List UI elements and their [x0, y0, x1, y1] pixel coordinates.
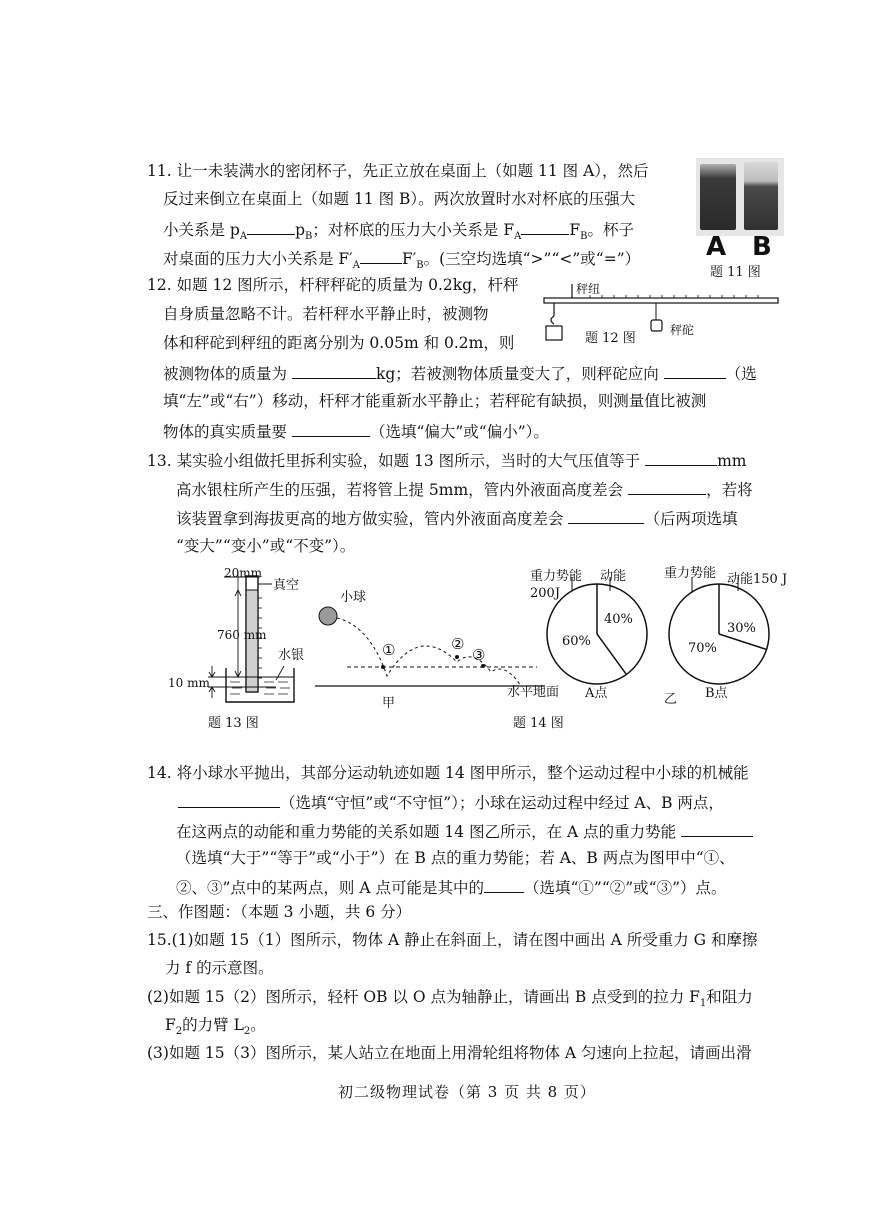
label-20mm: 20mm	[224, 566, 263, 580]
q14-blank-3[interactable]	[484, 877, 524, 893]
q12-text: 被测物体的质量为	[163, 365, 292, 383]
q15-2-text: 和阻力	[706, 988, 753, 1006]
q11-blank-3[interactable]	[360, 248, 402, 264]
page-footer: 初二级物理试卷（第 3 页 共 8 页）	[338, 1083, 596, 1101]
label-760mm: 760 mm	[217, 628, 267, 642]
q11-text: ；对杯底的压力大小关系是 F	[312, 221, 515, 239]
pie-a-ke-label: 动能	[600, 569, 627, 584]
q14-text: （选填“守恒”或“不守恒”）；小球在运动过程中经过 A、B 两点，	[280, 794, 724, 812]
q12-blank-3[interactable]	[292, 421, 370, 437]
q14-caption: 题 14 图	[513, 716, 564, 731]
q11-photo	[696, 158, 784, 236]
q14-line-1: 14. 将小球水平抛出，其部分运动轨迹如题 14 图甲所示，整个运动过程中小球的机械能	[147, 764, 749, 782]
q11-sub: B	[580, 231, 588, 243]
q14-text: 在这两点的动能和重力势能的关系如题 14 图乙所示，在 A 点的重力势能	[176, 823, 682, 841]
q11-line-1: 11. 让一未装满水的密闭杯子，先正立放在桌面上（如题 11 图 A），然后	[147, 162, 649, 180]
q14-blank-1[interactable]	[178, 792, 280, 808]
q13-text: mm	[717, 452, 747, 470]
label-point-3: ③	[472, 646, 486, 664]
section-3-title: 三、作图题：（本题 3 小题，共 6 分）	[147, 903, 412, 921]
pie-a-gp-value: 200J	[530, 586, 561, 601]
q15-2-sub: 1	[699, 998, 707, 1010]
q15-2-line-2	[165, 1016, 266, 1041]
q14-line-2	[178, 792, 724, 813]
label-jia: 甲	[382, 696, 396, 711]
measured-object	[546, 326, 562, 340]
label-vacuum: 真空	[273, 578, 300, 593]
q13-text: 13. 某实验小组做托里拆利实验，如题 13 图所示，当时的大气压值等于	[147, 452, 646, 470]
pie-chart-b	[664, 579, 774, 689]
q12-text: kg；若被测物体质量变大了，则秤砣应向	[375, 365, 664, 383]
photo-label-a: A	[706, 232, 727, 262]
label-point-2: ②	[451, 635, 465, 653]
trough-mercury	[230, 682, 290, 694]
steelyard-beam	[544, 298, 778, 303]
pie-b-point: B点	[705, 686, 728, 701]
cup-a	[700, 164, 736, 230]
point-1-dot	[381, 665, 385, 669]
q11-line-2: 反过来倒立在桌面上（如题 11 图 B）。两次放置时水对杯底的压强大	[163, 190, 636, 208]
weight	[651, 320, 662, 331]
cup-b	[744, 162, 778, 230]
label-10mm: 10 mm	[168, 676, 210, 690]
q11-caption: 题 11 图	[710, 265, 761, 280]
q11-sub: B	[416, 260, 424, 272]
label-weight: 秤砣	[670, 323, 695, 337]
q11-line-3	[163, 219, 634, 246]
point-3-dot	[481, 664, 485, 668]
label-point-1: ①	[382, 641, 396, 659]
q11-text: 小关系是 p	[163, 221, 240, 239]
q14-line-5	[176, 877, 727, 898]
q13-line-2	[176, 479, 753, 500]
label-ground: 水平地面	[507, 685, 560, 700]
q15-2-line-1	[147, 988, 753, 1013]
q12-text: （选填“偏大”或“偏小”）。	[369, 423, 549, 441]
q11-blank-2[interactable]	[521, 219, 569, 235]
label-yi: 乙	[664, 692, 678, 707]
q15-2-text: (2)如题 15（2）图所示，轻杆 OB 以 O 点为轴静止，请画出 B 点受到的拉力 F	[147, 988, 700, 1006]
pie-b-gp-label: 重力势能	[664, 566, 717, 581]
q13-line-1	[147, 450, 747, 471]
q11-sub: A	[514, 231, 522, 243]
q15-2-sub: 2	[175, 1026, 183, 1038]
q12-text: （选	[725, 365, 757, 383]
q11-line-4	[163, 248, 640, 275]
q12-text: 物体的真实质量要	[163, 423, 292, 441]
q12-line-3: 体和秤砣到秤纽的距离分别为 0.05m 和 0.2m，则	[163, 334, 515, 352]
ball	[319, 607, 337, 625]
q11-sub: A	[352, 260, 360, 272]
q15-1-line-1: 15.(1)如题 15（1）图所示，物体 A 静止在斜面上，请在图中画出 A 所受重力 G 和摩擦	[147, 931, 758, 949]
q13-blank-1[interactable]	[645, 450, 717, 466]
q14-line-3	[176, 821, 753, 842]
pie-b-ke-percent: 30%	[727, 621, 756, 636]
pie-b-gp-percent: 70%	[688, 641, 717, 656]
pie-a-gp-percent: 60%	[562, 634, 591, 649]
label-mercury: 水银	[278, 648, 305, 663]
q13-blank-2[interactable]	[628, 479, 706, 495]
q13-text: 该装置拿到海拔更高的地方做实验，管内外液面高度差会	[176, 510, 569, 528]
q12-caption: 题 12 图	[585, 331, 636, 346]
q11-blank-1[interactable]	[247, 219, 295, 235]
mercury-pointer	[276, 666, 284, 680]
q11-sub: B	[305, 231, 313, 243]
q12-line-4	[163, 363, 757, 384]
q12-line-6	[163, 421, 549, 442]
q13-blank-3[interactable]	[568, 508, 644, 524]
label-ball: 小球	[340, 590, 367, 605]
q14-blank-2[interactable]	[681, 821, 753, 837]
photo-label-b: B	[752, 232, 772, 262]
q15-1-line-2: 力 f 的示意图。	[165, 959, 274, 977]
q12-line-1: 12. 如题 12 图所示，杆秤秤砣的质量为 0.2kg，杆秤	[147, 276, 519, 294]
q12-line-2: 自身质量忽略不计。若杆秤水平静止时，被测物	[163, 305, 489, 323]
q14-line-4: （选填“大于”“等于”或“小于”）在 B 点的重力势能；若 A、B 两点为图甲中“①、	[176, 849, 735, 867]
q12-line-5: 填“左”或“右”）移动，杆秤才能重新水平静止；若秤砣有缺损，则测量值比被测	[163, 392, 707, 410]
q15-2-sub: 2	[243, 1026, 251, 1038]
trajectory	[337, 618, 521, 686]
point-2-dot	[455, 655, 459, 659]
q15-2-text: 。	[250, 1016, 266, 1034]
q15-3-line-1: (3)如题 15（3）图所示，某人站立在地面上用滑轮组将物体 A 匀速向上拉起，请画出滑	[147, 1044, 752, 1062]
label-knob: 秤纽	[576, 282, 601, 296]
q13-caption: 题 13 图	[208, 716, 259, 731]
q14-text: ②、③”点中的某两点，则 A 点可能是其中的	[176, 879, 484, 897]
projectile-figure	[315, 590, 545, 700]
q13-line-3	[176, 508, 737, 529]
q11-text: 。(三空均选填“>”“<”或“=”）	[423, 250, 641, 268]
q13-line-4: “变大”“变小”或“不变”）。	[176, 537, 356, 555]
q12-blank-1[interactable]	[292, 363, 376, 379]
pie-a-point: A点	[585, 686, 608, 701]
q13-text: 高水银柱所产生的压强，若将管上提 5mm，管内外液面高度差会	[176, 481, 629, 499]
q11-text: F′	[401, 250, 417, 268]
q11-text: 对桌面的压力大小关系是 F′	[163, 250, 353, 268]
q13-text: （后两项选填	[644, 510, 738, 528]
hook	[551, 316, 554, 324]
q13-text: ，若将	[706, 481, 753, 499]
pie-a-ke-percent: 40%	[604, 612, 633, 627]
q15-2-text: F	[165, 1016, 176, 1034]
pie-b-ke-label: 动能150 J	[727, 572, 788, 587]
q11-text: p	[295, 221, 306, 239]
q12-blank-2[interactable]	[664, 363, 726, 379]
q14-text: （选填“①”“②”或“③”）点。	[523, 879, 727, 897]
q11-text: 。杯子	[587, 221, 634, 239]
pie-a-gp-label: 重力势能	[530, 569, 583, 584]
q15-2-text: 的力臂 L	[182, 1016, 244, 1034]
q11-text: F	[569, 221, 581, 239]
q11-sub: A	[239, 231, 248, 243]
